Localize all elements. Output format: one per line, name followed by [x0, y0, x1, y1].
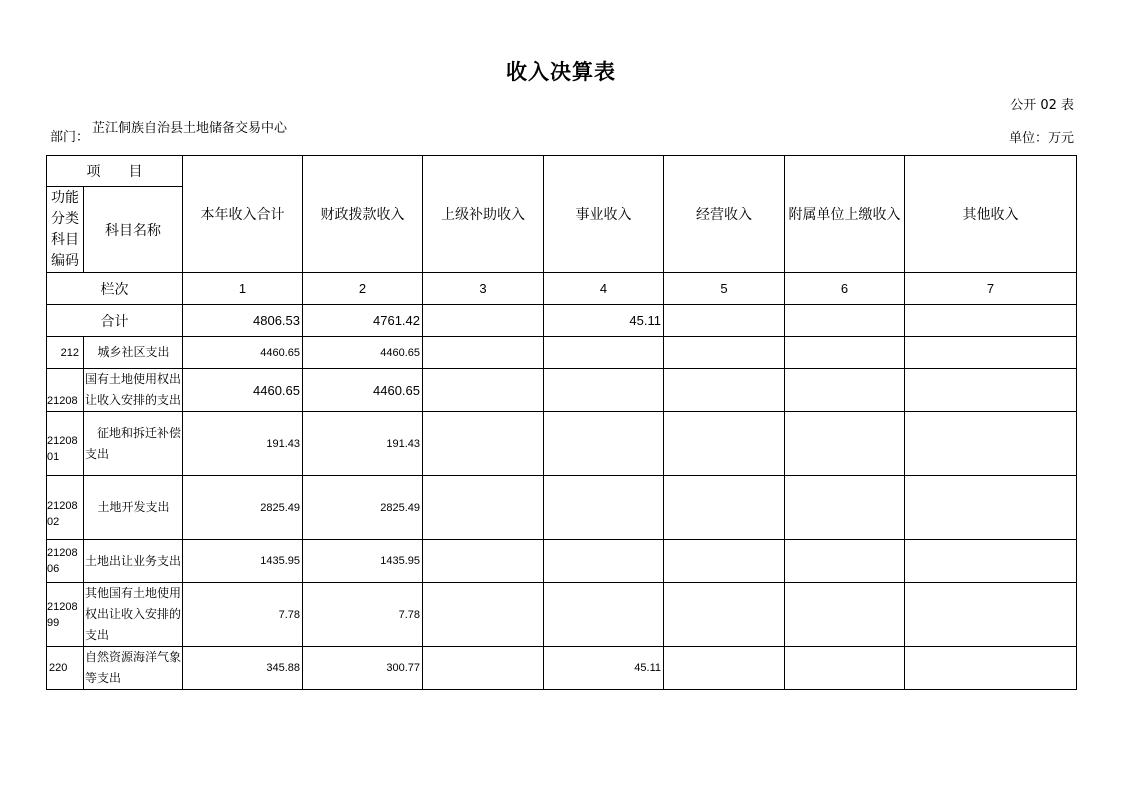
- table-row: [47, 476, 1077, 540]
- row-value: [785, 412, 905, 476]
- row-value: 1435.95: [183, 540, 303, 583]
- row-value: [905, 369, 1077, 412]
- header-subject-name: 科目名称: [84, 187, 183, 273]
- row-value: [544, 476, 664, 540]
- row-code: 220: [47, 647, 84, 690]
- table-row: [47, 337, 1077, 369]
- row-name: 土地开发支出: [84, 476, 183, 540]
- total-row: [47, 305, 1077, 337]
- header-col-1: 本年收入合计: [183, 156, 303, 273]
- row-name: 其他国有土地使用权出让收入安排的支出: [84, 583, 183, 647]
- row-value: [544, 369, 664, 412]
- table-number: 公开 02 表: [1010, 98, 1074, 113]
- col-index-2: 2: [303, 273, 423, 305]
- row-name: 城乡社区支出: [84, 337, 183, 369]
- row-value: 191.43: [303, 412, 423, 476]
- row-value: [423, 476, 544, 540]
- page-title: 收入决算表: [506, 60, 616, 84]
- total-value: [785, 305, 905, 337]
- unit-label: 单位：万元: [1008, 131, 1074, 146]
- total-value: [423, 305, 544, 337]
- table-row: [47, 369, 1077, 412]
- row-name: 征地和拆迁补偿支出: [84, 412, 183, 476]
- col-index-4: 4: [544, 273, 664, 305]
- col-index-label: 栏次: [47, 273, 183, 305]
- row-value: [905, 647, 1077, 690]
- department-label: 部门：: [50, 130, 90, 145]
- header-col-3: 上级补助收入: [423, 156, 544, 273]
- row-value: 345.88: [183, 647, 303, 690]
- header-col-6: 附属单位上缴收入: [785, 156, 905, 273]
- header-col-2: 财政拨款收入: [303, 156, 423, 273]
- income-table: [46, 155, 1077, 690]
- row-name: 国有土地使用权出让收入安排的支出: [84, 369, 183, 412]
- total-value: 4806.53: [183, 305, 303, 337]
- row-code: 2120801: [47, 412, 84, 476]
- row-value: 4460.65: [183, 337, 303, 369]
- row-value: 191.43: [183, 412, 303, 476]
- total-value: [664, 305, 785, 337]
- row-value: [905, 540, 1077, 583]
- row-value: [664, 647, 785, 690]
- row-value: [785, 540, 905, 583]
- row-value: 45.11: [544, 647, 664, 690]
- row-code: 2120806: [47, 540, 84, 583]
- row-value: 1435.95: [303, 540, 423, 583]
- row-value: [785, 583, 905, 647]
- row-value: 7.78: [183, 583, 303, 647]
- row-value: [905, 337, 1077, 369]
- col-index-7: 7: [905, 273, 1077, 305]
- row-value: [423, 412, 544, 476]
- row-value: [544, 583, 664, 647]
- col-index-5: 5: [664, 273, 785, 305]
- row-value: [423, 337, 544, 369]
- col-index-3: 3: [423, 273, 544, 305]
- col-index-6: 6: [785, 273, 905, 305]
- header-col-4: 事业收入: [544, 156, 664, 273]
- row-value: [544, 540, 664, 583]
- table-row: [47, 412, 1077, 476]
- department-name: 芷江侗族自治县土地储备交易中心: [92, 121, 288, 136]
- total-value: [905, 305, 1077, 337]
- row-value: [544, 337, 664, 369]
- header-func-code: 功能分类科目编码: [47, 187, 84, 273]
- table-row: [47, 583, 1077, 647]
- row-value: [664, 583, 785, 647]
- row-code: 2120899: [47, 583, 84, 647]
- row-value: [785, 337, 905, 369]
- row-code: 212: [47, 337, 84, 369]
- row-value: 4460.65: [183, 369, 303, 412]
- row-code: 21208: [47, 369, 84, 412]
- row-value: [785, 647, 905, 690]
- row-value: 300.77: [303, 647, 423, 690]
- row-value: [664, 476, 785, 540]
- row-value: [664, 412, 785, 476]
- row-value: [785, 476, 905, 540]
- row-value: [905, 476, 1077, 540]
- header-item: 项 目: [47, 156, 183, 187]
- row-value: [664, 369, 785, 412]
- row-value: 7.78: [303, 583, 423, 647]
- total-value: 4761.42: [303, 305, 423, 337]
- row-value: [423, 583, 544, 647]
- table-row: [47, 647, 1077, 690]
- row-value: [423, 540, 544, 583]
- row-name: 土地出让业务支出: [84, 540, 183, 583]
- table-row: [47, 540, 1077, 583]
- header-col-5: 经营收入: [664, 156, 785, 273]
- col-index-row: [47, 273, 1077, 305]
- header-col-7: 其他收入: [905, 156, 1077, 273]
- col-index-1: 1: [183, 273, 303, 305]
- row-value: [423, 647, 544, 690]
- row-value: [905, 583, 1077, 647]
- row-name: 自然资源海洋气象等支出: [84, 647, 183, 690]
- row-value: 2825.49: [183, 476, 303, 540]
- row-value: [905, 412, 1077, 476]
- row-value: [664, 540, 785, 583]
- row-value: [664, 337, 785, 369]
- row-value: [544, 412, 664, 476]
- row-value: 4460.65: [303, 337, 423, 369]
- row-value: 2825.49: [303, 476, 423, 540]
- total-value: 45.11: [544, 305, 664, 337]
- total-label: 合计: [47, 305, 183, 337]
- row-value: [785, 369, 905, 412]
- row-code: 2120802: [47, 476, 84, 540]
- row-value: [423, 369, 544, 412]
- row-value: 4460.65: [303, 369, 423, 412]
